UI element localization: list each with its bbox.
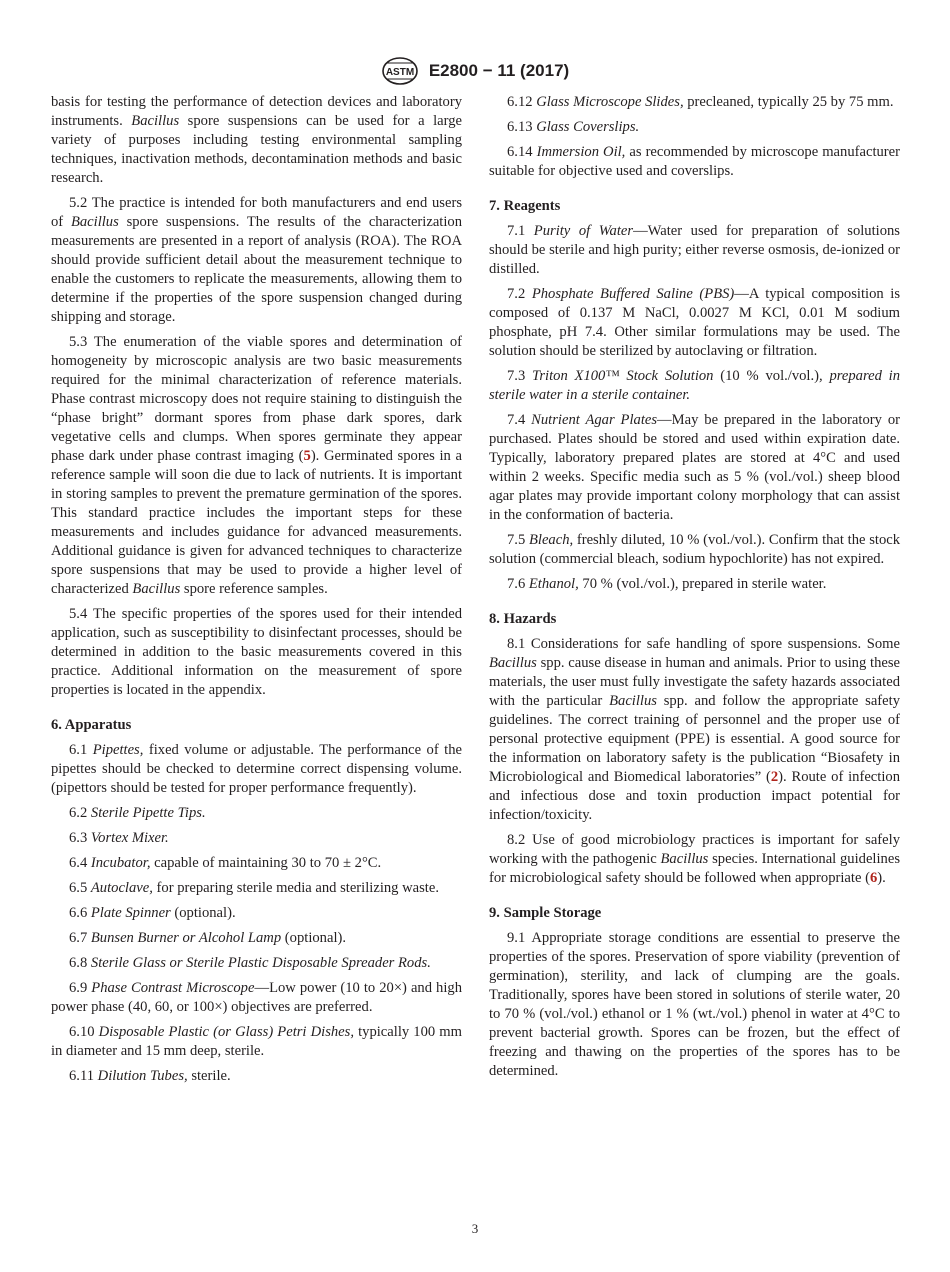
paragraph-6-11: 6.11 Dilution Tubes, sterile.: [69, 1068, 231, 1084]
paragraph-6-5: 6.5 Autoclave, for preparing sterile media and sterilizing waste.: [69, 880, 439, 896]
paragraph-6-9: 6.9 Phase Contrast Microscope—Low power (10 to 20×) and high power phase (40, 60, or 100×) objectives are preferred.: [51, 980, 463, 1015]
page-number: 3: [471, 1221, 479, 1236]
standard-designation: E2800 − 11 (2017): [428, 61, 570, 80]
section-heading-reagents: 7. Reagents: [489, 198, 561, 214]
section-heading-apparatus: 6. Apparatus: [51, 717, 132, 733]
svg-text:ASTM: ASTM: [385, 67, 414, 78]
paragraph-6-8: 6.8 Sterile Glass or Sterile Plastic Disposable Spreader Rods.: [69, 955, 431, 971]
paragraph-8-2: 8.2 Use of good microbiology practices is important for safely working with the pathogenic Bacillus species. International guidelines for microbiological safety should be followed when appropriate (6).: [489, 832, 900, 886]
paragraph-6-4: 6.4 Incubator, capable of maintaining 30 to 70 ± 2°C.: [69, 855, 382, 871]
paragraph-6-1: 6.1 Pipettes, fixed volume or adjustable. The performance of the pipettes should be checked to determine correct dispensing volume. (pipettors should be tested for proper performance frequently).: [51, 742, 463, 796]
reference-link[interactable]: 6: [869, 870, 878, 886]
paragraph-7-1: 7.1 Purity of Water—Water used for preparation of solutions should be sterile and high purity; either reverse osmosis, de-ionized or distilled.: [489, 223, 900, 277]
paragraph-9-1: 9.1 Appropriate storage conditions are essential to preserve the properties of the spores. Preservation of spore viability (prevention of germination), sterility, and lack of clumping are the goals. Traditionally, spores have been stored in solutions of sterile water, 20 to 70 % (vol./vol.) ethanol or 1 % (wt./vol.) phenol in water at 4°C to prevent bacterial growth. Spores can be frozen, but the effect of freezing and thawing on the properties of the spores has to be determined.: [489, 930, 900, 1079]
astm-logo-icon: [381, 56, 419, 86]
paragraph-7-2: 7.2 Phosphate Buffered Saline (PBS)—A typical composition is composed of 0.137 M NaCl, 0.0027 M KCl, 0.01 M sodium phosphate, pH 7.4. Other similar formulations may be used. The solution should be sterilized by autoclaving or filtration.: [489, 286, 900, 359]
paragraph-7-4: 7.4 Nutrient Agar Plates—May be prepared in the laboratory or purchased. Plates should be stored and used within expiration date. Typically, laboratory prepared plates are stored at 4°C and used within 2 weeks. Specific media such as 5 % (vol./vol.) sheep blood agar plates may provide important colony morphology that can assist in the conformation of bacteria.: [489, 412, 900, 523]
paragraph-5-4: 5.4 The specific properties of the spores used for their intended application, such as susceptibility to disinfectant processes, should be determined in addition to the basic measurements covered in this practice. Additional information on the measurement of spore properties is located in the appendix.: [51, 606, 462, 698]
page-header: [0, 56, 950, 86]
paragraph-6-7: 6.7 Bunsen Burner or Alcohol Lamp (optional).: [69, 930, 347, 946]
section-heading-sample-storage: 9. Sample Storage: [489, 905, 602, 921]
reference-link[interactable]: 5: [303, 448, 311, 464]
paragraph-6-12: 6.12 Glass Microscope Slides, precleaned, typically 25 by 75 mm.: [507, 94, 894, 110]
paragraph-7-3: 7.3 Triton X100™ Stock Solution (10 % vol./vol.), prepared in sterile water in a sterile container.: [489, 368, 901, 403]
reference-link[interactable]: 2: [770, 769, 779, 785]
section-heading-hazards: 8. Hazards: [489, 611, 557, 627]
paragraph-5-2: 5.2 The practice is intended for both manufacturers and end users of Bacillus spore suspensions. The results of the characterization measurements are presented in a report of analysis (ROA). The ROA should provide sufficient detail about the measurement technique to enable the customers to replicate the measurements, allowing them to determine if the properties of the spore suspension changed during shipping and storage.: [51, 195, 462, 325]
right-column: [489, 93, 900, 1087]
paragraph-6-10: 6.10 Disposable Plastic (or Glass) Petri Dishes, typically 100 mm in diameter and 15 mm deep, sterile.: [51, 1024, 463, 1059]
paragraph-7-6: 7.6 Ethanol, 70 % (vol./vol.), prepared in sterile water.: [507, 576, 827, 592]
left-column: [51, 93, 462, 1092]
paragraph-6-3: 6.3 Vortex Mixer.: [69, 830, 169, 846]
paragraph-6-6: 6.6 Plate Spinner (optional).: [69, 905, 236, 921]
paragraph-6-13: 6.13 Glass Coverslips.: [507, 119, 640, 135]
paragraph-5-3: 5.3 The enumeration of the viable spores and determination of homogeneity by microscopic analysis are two basic measurements required for the minimal characterization of reference materials. Phase contrast microscopy does not require staining to distinguish the “phase bright” dormant spores from phase dark spores, dark vegetative cells and clumps. When spores germinate they appear phase dark under phase contrast imaging (5). Germinated spores in a reference sample will soon die due to lack of nutrients. It is important in storing samples to prevent the premature germination of the spores. This standard practice includes the important steps for these measurements and includes guidance for advanced measurements. Additional guidance is given for advanced techniques to characterize spore suspensions that may be used to provide a higher level of characterized Bacillus spore reference samples.: [51, 334, 462, 597]
paragraph-6-2: 6.2 Sterile Pipette Tips.: [69, 805, 206, 821]
paragraph-7-5: 7.5 Bleach, freshly diluted, 10 % (vol./vol.). Confirm that the stock solution (commercial bleach, sodium hypochlorite) has not expired.: [489, 532, 901, 567]
paragraph-6-14: 6.14 Immersion Oil, as recommended by microscope manufacturer suitable for objective used and coverslips.: [489, 144, 900, 179]
paragraph-8-1: 8.1 Considerations for safe handling of spore suspensions. Some Bacillus spp. cause disease in human and animals. Prior to using these materials, the user must fully investigate the safety hazards associated with the particular Bacillus spp. and follow the appropriate safety guidelines. The correct training of personnel and the proper use of personal protective equipment (PPE) is essential. A good source for the information on laboratory safety is the publication “Biosafety in Microbiological and Biomedical laboratories” (2). Route of infection and infectious dose and toxin production impact potential for infection/toxicity.: [489, 636, 900, 823]
paragraph-5-1-cont: basis for testing the performance of detection devices and laboratory instruments. Bacillus spore suspensions can be used for a large variety of purposes including testing environmental sampling techniques, inactivation methods, decontamination methods and basic research.: [51, 94, 462, 186]
